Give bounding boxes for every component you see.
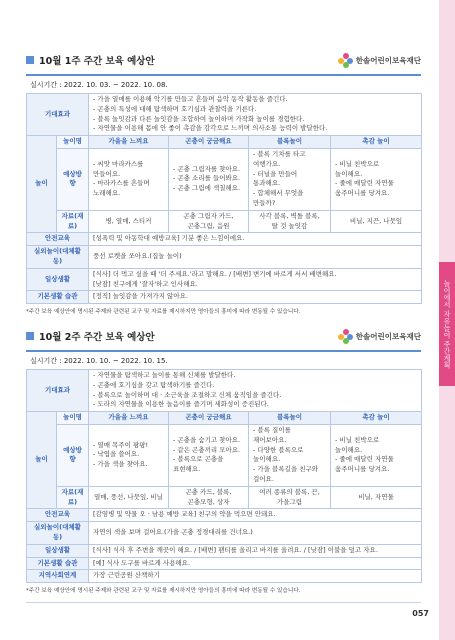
goal-line: - 블록 놀잇감과 다른 놀잇감을 조합하여 놀이하며 가작화 놀이를 경험한다. — [93, 114, 305, 123]
material-line: 병, 열매, 스티커 — [105, 216, 152, 225]
expect-line: 놀이해요. — [335, 169, 363, 178]
material-cell — [89, 486, 169, 509]
outdoor-label: 실외놀이(대체활동) — [27, 246, 89, 269]
expect-line: - 비닐 친박으로 — [335, 435, 380, 444]
expect-line: - 비닐 친박으로 — [335, 159, 380, 168]
expect-row — [27, 148, 422, 210]
week1-table — [26, 93, 422, 304]
week1-rule — [26, 74, 421, 76]
community-content: 가장 근린공원 산책하기 — [89, 570, 422, 583]
material-label: 자료(재료) — [57, 486, 89, 509]
outdoor-label: 실외놀이(대체활동) — [27, 522, 89, 545]
week2-rule — [26, 350, 421, 352]
expect-line: - 곤충을 숨기고 찾아요. — [173, 435, 241, 444]
week1-title — [26, 53, 155, 67]
logo-text: 한솔어린이보육재단 — [355, 331, 421, 341]
material-cell — [249, 486, 331, 509]
outdoor-content: 자연의 색을 보며 걸어요.(가을 곤충 정경대리를 건너요.) — [89, 522, 422, 545]
material-cell — [169, 486, 249, 509]
expect-line: - 곤충 그림에 색칠해요. — [173, 184, 241, 193]
expect-line: - 가을 색을 찾아요. — [93, 460, 148, 469]
week1-title-text: 10월 1주 주간 보육 예상안 — [39, 56, 155, 67]
expect-line: - 같은 곤충끼리 모아요. — [173, 445, 241, 454]
week2-header — [26, 328, 421, 344]
week2-table — [26, 369, 422, 583]
play-column-header: 가을을 느껴요 — [89, 412, 169, 425]
expect-cell — [249, 424, 331, 486]
habit-row — [27, 291, 422, 304]
expect-label: 예상방향 — [57, 424, 89, 486]
outdoor-content: 풍선 로켓을 쏘아요.(집놀 놀이) — [89, 246, 422, 269]
safety-row — [27, 509, 422, 522]
daily-label: 일상생활 — [27, 544, 89, 557]
material-line: 여러 종류의 블록, 끈, — [259, 487, 320, 496]
expect-line: - 터널을 만들어 — [253, 169, 298, 178]
play-side-label: 놀이 — [27, 412, 57, 509]
week2-footnote: *주간 보육 예상안에 명시된 주제와 관련된 교구 및 자료를 제시하지만 영아들의 흥미에 따라 변동될 수 있습니다. — [26, 588, 301, 595]
play-name-row — [27, 412, 422, 425]
expect-cell — [249, 148, 331, 210]
play-name-label: 놀이명 — [57, 412, 89, 425]
habit-content: [정직] 놀잇감을 가져가지 않아요. — [89, 291, 422, 304]
play-side-label: 놀이 — [27, 136, 57, 233]
play-column-header: 촉감 놀이 — [331, 136, 422, 149]
play-column-header: 촉감 놀이 — [331, 412, 422, 425]
expect-cell — [331, 148, 422, 210]
safety-label: 안전교육 — [27, 509, 89, 522]
week2-title-text: 10월 2주 주간 보육 예상안 — [39, 332, 155, 343]
bottom-rule — [26, 602, 421, 603]
expect-cell — [169, 424, 249, 486]
expect-line: - 낙엽을 쓸어요. — [93, 450, 140, 459]
material-line: 열매, 풍선, 나뭇잎, 비닐 — [94, 492, 163, 501]
square-bullet-icon — [26, 56, 34, 64]
expect-line: - 곤충 그림자를 찾아요. — [173, 164, 241, 173]
daily-content: [식사] 식사 후 주변을 깨끗이 해요. / [배변] 팬티를 올리고 바지를 올려요. / [낮잠] 이불을 덮고 자요. — [89, 544, 422, 557]
week2-date: 실시기간 : 2022. 10. 10. ~ 2022. 10. 15. — [30, 357, 168, 365]
material-line: 비닐, 지끈, 나뭇잎 — [349, 216, 403, 225]
habit-row — [27, 557, 422, 570]
goal-row — [27, 370, 422, 412]
material-line: 곤충그림, 음원 — [187, 221, 230, 230]
expect-line: 걸어요. — [253, 474, 274, 483]
safety-label: 안전교육 — [27, 233, 89, 246]
material-line: 탈 것 놀잇감 — [271, 221, 308, 230]
expect-line: - 합체해서 무엇을 — [253, 189, 304, 198]
page-number: 057 — [412, 609, 429, 618]
play-column-header: 곤충이 궁금해요 — [169, 412, 249, 425]
expect-row — [27, 424, 422, 486]
play-column-header: 가을을 느껴요 — [89, 136, 169, 149]
material-line: 가을그림 — [276, 497, 303, 506]
material-row — [27, 210, 422, 233]
play-column-header: 블록놀이 — [249, 136, 331, 149]
expect-line: - 열매 목주이 팡팡! — [93, 440, 149, 449]
goal-line: - 곤충에 호기심을 갖고 탐색하기를 즐긴다. — [93, 380, 215, 389]
goal-line: - 도라의 자연물을 이용한 놀음이를 즐기며 세화성이 증진된다. — [93, 400, 269, 409]
expect-line: - 씨앗 마라카스를 — [93, 159, 144, 168]
goal-row — [27, 94, 422, 136]
expect-line: 움주머니를 당겨요. — [335, 465, 390, 474]
material-cell — [249, 210, 331, 233]
material-line: 사각 블록, 벽돌 블록, — [259, 211, 320, 220]
safety-content: [감염병 및 약물 오 · 남용 예방 교육] 친구의 약을 먹으면 안돼요. — [89, 509, 422, 522]
foundation-logo — [338, 53, 421, 68]
expect-line: 여행가요. — [253, 159, 281, 168]
foundation-logo — [338, 329, 421, 344]
material-line: 비닐, 자연물 — [358, 492, 394, 501]
material-cell — [89, 210, 169, 233]
community-row — [27, 570, 422, 583]
week1-footnote: *주간 보육 예상안에 명시된 주제와 관련된 교구 및 자료를 제시하지만 영아들의 흥미에 따라 변동될 수 있습니다. — [26, 309, 301, 316]
daily-label: 일상생활 — [27, 268, 89, 291]
expect-line: - 줄에 매달린 자연물 — [335, 179, 394, 188]
material-line: 곤충모형, 상자 — [187, 497, 230, 506]
material-row — [27, 486, 422, 509]
material-line: 곤충 카드, 블록, — [185, 487, 232, 496]
habit-content: [예] 식사 도구를 바르게 사용해요. — [89, 557, 422, 570]
square-bullet-icon — [26, 332, 34, 340]
expect-line: - 곤충 소리를 들어봐요. — [173, 174, 241, 183]
week2-title — [26, 329, 155, 343]
flower-logo-icon — [338, 53, 353, 68]
goal-line: - 가을 열매를 이용해 악기를 만들고 흔들며 음악 동작 활동을 즐긴다. — [93, 95, 288, 103]
play-name-label: 놀이명 — [57, 136, 89, 149]
material-cell — [331, 210, 422, 233]
week1-date: 실시기간 : 2022. 10. 03. ~ 2022. 10. 08. — [30, 81, 168, 89]
expect-line: 만들까? — [253, 198, 276, 207]
material-cell — [169, 210, 249, 233]
side-tab-label: 놀이에서 자유놀이 주간계획 — [443, 279, 451, 369]
expect-line: - 다양한 블록으로 — [253, 445, 304, 454]
goal-content — [89, 370, 422, 412]
week1-section — [26, 52, 421, 316]
goal-line: - 블록으로 놀이하며 대 · 소근육을 조절하고 신체 움직임을 즐긴다. — [93, 390, 282, 399]
goal-line: - 자연물을 이용해 몸에 안 좋이 촉감을 감각으로 느끼며 의사소통 능력이 발달한다. — [93, 124, 328, 133]
expect-line: 노래해요. — [93, 189, 121, 198]
habit-label: 기본생활 습관 — [27, 291, 89, 304]
expect-cell — [331, 424, 422, 486]
safety-row — [27, 233, 422, 246]
expect-cell — [89, 148, 169, 210]
expect-line: - 줄에 매달린 자연물 — [335, 455, 394, 464]
daily-row — [27, 268, 422, 291]
expect-line: 놀이해요. — [253, 455, 281, 464]
expect-line: 움주머니를 당겨요. — [335, 189, 390, 198]
expect-cell — [89, 424, 169, 486]
daily-line: [낮잠] 친구에게 '잘자'하고 인사해요. — [93, 279, 198, 288]
outdoor-row — [27, 246, 422, 269]
expect-line: - 가을 블록길을 친구와 — [253, 465, 319, 474]
goal-label: 기대효과 — [27, 94, 89, 136]
play-name-row — [27, 136, 422, 149]
expect-line: 만들어요. — [93, 169, 121, 178]
daily-content — [89, 268, 422, 291]
week1-header — [26, 52, 421, 68]
goal-content — [89, 94, 422, 136]
play-column-header: 블록놀이 — [249, 412, 331, 425]
community-label: 지역사회연계 — [27, 570, 89, 583]
flower-logo-icon — [338, 329, 353, 344]
material-label: 자료(재료) — [57, 210, 89, 233]
material-cell — [331, 486, 422, 509]
expect-line: - 마라카스를 흔들며 — [93, 179, 150, 188]
habit-label: 기본생활 습관 — [27, 557, 89, 570]
expect-cell — [169, 148, 249, 210]
goal-label: 기대효과 — [27, 370, 89, 412]
expect-line: 표현해요. — [173, 465, 201, 474]
daily-row — [27, 544, 422, 557]
expect-line: 통과해요. — [253, 179, 281, 188]
logo-text: 한솔어린이보육재단 — [355, 55, 421, 65]
expect-line: 놀이해요. — [335, 445, 363, 454]
goal-line: - 자연물을 탐색하고 놀이를 통해 신체를 발달한다. — [93, 371, 236, 379]
goal-line: - 곤충의 특성에 대해 탐색하며 호기심과 관찰력을 기른다. — [93, 104, 257, 113]
expect-line: - 블록 질이를 — [253, 425, 291, 434]
safety-content: [성폭력 및 아동학대 예방교육] 기분 좋은 느낌이에요. — [89, 233, 422, 246]
expect-label: 예상방향 — [57, 148, 89, 210]
expect-line: 재어보아요. — [253, 435, 287, 444]
daily-line: [식사] 더 먹고 싶을 때 '더 주세요.'라고 말해요. / [배변] 변기에 바르게 서서 배변해요. — [93, 269, 337, 278]
play-column-header: 곤충이 궁금해요 — [169, 136, 249, 149]
outdoor-row — [27, 522, 422, 545]
expect-line: - 블록으로 곤충을 — [173, 455, 224, 464]
week2-section — [26, 328, 421, 595]
expect-line: - 블록 기차를 타고 — [253, 149, 306, 158]
material-line: 곤충 그림자 카드, — [183, 211, 234, 220]
